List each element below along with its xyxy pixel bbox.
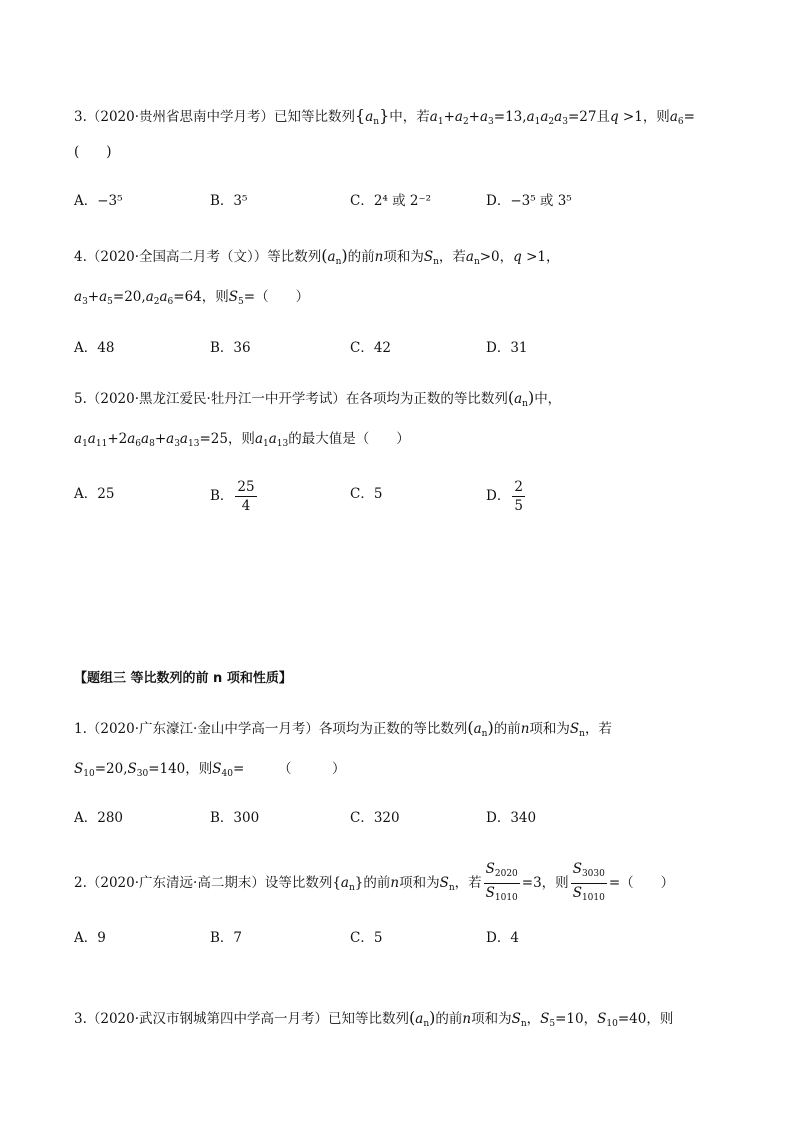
question-5-option-d: [486, 478, 527, 515]
question-3-text-3: ，则: [642, 109, 670, 125]
group3-question-3-text-1: 的前: [435, 1011, 463, 1027]
group3-question-2-blank: =（ ）: [608, 875, 675, 891]
question-5-line-1: 5.（2020·黑龙江爱民·牡丹江一中开学考试）在各项均为正数的等比数列$(a_n)$中，: [74, 388, 562, 409]
question-5-option-d-label: D．: [486, 488, 511, 504]
group3-question-1-line-1: 1.（2020·广东濠江·金山中学高一月考）各项均为正数的等比数列$(a_n)$的前n项和为$S_n$，若: [74, 718, 612, 739]
question-3-option-d: D．−3⁵ 或 3⁵: [486, 193, 572, 209]
question-4-text-1: 的前: [347, 249, 375, 265]
question-4-line-2: $a_3+a_5=20,a_2a_6=64$，则$S_5=$（ ）: [74, 289, 310, 307]
question-3-option-a: A．−3⁵: [74, 193, 123, 209]
question-3-options: [74, 187, 734, 215]
question-4-option-b: B．36: [210, 340, 251, 356]
group3-question-2-text-3: ，若: [454, 875, 482, 891]
question-4-option-a: A．48: [74, 340, 115, 356]
group3-question-1-blank: = （ ）: [232, 761, 346, 777]
group3-question-2-line: 2.（2020·广东清远·高二期末）设等比数列$\{a_n\}$的前n项和为$S_n$，若 $\frac{S_{2020}}{S_{1010}}$ =3，则 $\frac{S_{3030}}{S_{1010}}$ =（ ）: [74, 860, 674, 907]
question-3-option-b: B．3⁵: [210, 193, 248, 209]
question-3-line-2: [74, 142, 112, 162]
group3-question-3-text-3: ，则: [646, 1011, 674, 1027]
question-3-label: 3.（2020·贵州省思南中学月考）已知等比数列: [74, 109, 356, 125]
question-5-option-c: C．5: [350, 486, 383, 502]
group3-question-2-text-1: 的前: [363, 875, 391, 891]
group3-question-2-option-b: B．7: [210, 930, 243, 946]
group3-question-1-text-1: 的前: [493, 721, 521, 737]
question-5-line-2: $a_1a_{11}+2a_6a_8+a_3a_{13}=25$，则$a_1a_{13}$的最大值是（ ）: [74, 431, 410, 449]
section-heading: 【题组三 等比数列的前 n 项和性质】: [74, 671, 292, 686]
question-5-text-3: 的最大值是（ ）: [288, 431, 410, 447]
group3-question-3-line-1: 3.（2020·武汉市钢城第四中学高一月考）已知等比数列$(a_n)$的前n项和为$S_n$，$S_5=10$，$S_{10}=40$，则: [74, 1008, 674, 1029]
question-4-line-1: 4.（2020·全国高二月考（文））等比数列$(a_n)$的前n项和为$S_n$，若$a_n>0$，q >1，: [74, 246, 560, 267]
group3-question-1-label: 1.（2020·广东濠江·金山中学高一月考）各项均为正数的等比数列: [74, 721, 468, 737]
question-5-text-1: 中，: [534, 391, 562, 407]
group3-question-1-option-c: C．320: [350, 810, 400, 826]
question-5-label: 5.（2020·黑龙江爱民·牡丹江一中开学考试）在各项均为正数的等比数列: [74, 391, 508, 407]
group3-question-2-options: [74, 924, 734, 952]
question-3-text-2: 且: [596, 109, 610, 125]
question-5-options: [74, 478, 734, 514]
group3-question-1-option-d: D．340: [486, 810, 537, 826]
question-3-blank: ( ): [74, 144, 112, 160]
group3-question-1-options: [74, 804, 734, 832]
group3-question-1-option-b: B．300: [210, 810, 260, 826]
fraction-s2020-over-s1010: $\frac{S_{2020}}{S_{1010}}$: [485, 861, 518, 903]
group3-question-1-option-a: A．280: [74, 810, 124, 826]
group3-question-3-label: 3.（2020·武汉市钢城第四中学高一月考）已知等比数列: [74, 1011, 410, 1027]
group3-question-1-text-2: 项和为: [529, 721, 570, 737]
group3-question-2-option-c: C．5: [350, 930, 383, 946]
question-4-label: 4.（2020·全国高二月考（文））等比数列: [74, 249, 322, 265]
group3-question-2-text-4: =3，则: [521, 875, 569, 891]
question-4-text-4: ，则: [201, 289, 229, 305]
group3-question-2-option-a: A．9: [74, 930, 106, 946]
question-3-line-1: 3.（2020·贵州省思南中学月考）已知等比数列$\{a_n\}$中，若$a_1+a_2+a_3=13,a_1a_2a_3=27$且q >1，则$a_6=$: [74, 106, 695, 127]
group3-question-3-text-2: 项和为: [471, 1011, 512, 1027]
question-5-option-b: [210, 478, 259, 515]
group3-question-2-text-2: 项和为: [399, 875, 440, 891]
group3-question-1-line-2: $S_{10}=20,S_{30}=140$，则$S_{40}=$ （ ）: [74, 761, 346, 779]
group3-question-1-text-4: ，则: [185, 761, 213, 777]
question-5-option-a: A．25: [74, 486, 115, 502]
group3-question-2-option-d: D．4: [486, 930, 519, 946]
question-3-text-1: 中，若: [389, 109, 430, 125]
question-5-text-2: ，则: [227, 431, 255, 447]
group3-question-2-label: 2.（2020·广东清远·高二期末）设等比数列: [74, 875, 333, 891]
question-4-options: [74, 334, 734, 362]
question-4-text-3: ，若: [438, 249, 466, 265]
question-4-option-c: C．42: [350, 340, 392, 356]
question-4-blank: =（ ）: [243, 289, 310, 305]
question-3-option-c: C．2⁴ 或 2⁻²: [350, 193, 432, 209]
question-4-text-2: 项和为: [383, 249, 424, 265]
question-5-option-b-label: B．: [210, 488, 234, 504]
fraction-2-over-5: $\frac{2}{5}$: [514, 479, 523, 514]
group3-question-1-text-3: ，若: [584, 721, 612, 737]
question-4-option-d: D．31: [486, 340, 528, 356]
fraction-s3030-over-s1010: $\frac{S_{3030}}{S_{1010}}$: [572, 861, 605, 903]
fraction-25-over-4: $\frac{25}{4}$: [237, 479, 255, 514]
